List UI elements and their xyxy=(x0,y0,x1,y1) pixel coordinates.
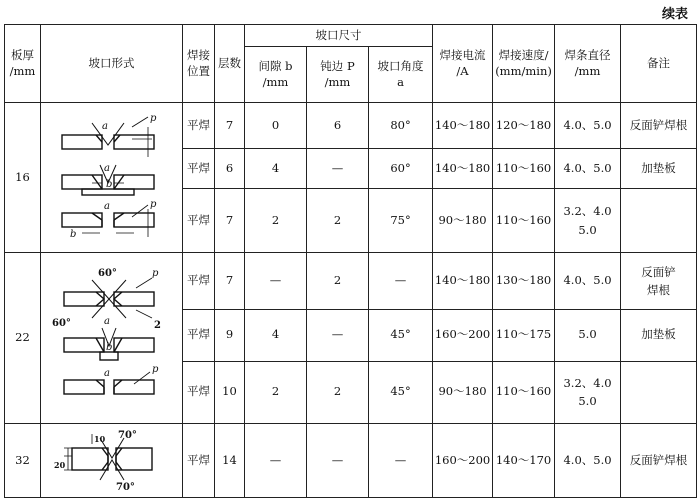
header-groove-dims: 坡口尺寸 xyxy=(245,25,433,47)
position-cell: 平焊 xyxy=(183,309,215,361)
label-20: 20 xyxy=(53,460,65,471)
blunt-cell: 6 xyxy=(307,103,369,149)
gap-cell: 4 xyxy=(245,149,307,189)
angle-cell: — xyxy=(369,423,433,497)
header-current: 焊接电流 /A xyxy=(433,25,493,103)
label-alpha: a xyxy=(103,368,110,380)
current-cell: 160～200 xyxy=(433,309,493,361)
groove-diagram-16 xyxy=(41,103,183,253)
remark-cell: 反面铲焊根 xyxy=(621,103,697,149)
header-blunt: 钝边 P /mm xyxy=(307,47,369,103)
diameter-cell: 5.0 xyxy=(555,309,621,361)
label-alpha: a xyxy=(103,162,110,174)
current-cell: 140～180 xyxy=(433,149,493,189)
blunt-cell: — xyxy=(307,149,369,189)
diameter-cell: 3.2、4.0 5.0 xyxy=(555,361,621,423)
table-row xyxy=(5,103,697,149)
groove-drawing-22 xyxy=(52,258,172,418)
layers-cell: 10 xyxy=(215,361,245,423)
label-b: b xyxy=(69,228,76,240)
header-diameter: 焊条直径 /mm xyxy=(555,25,621,103)
label-2: 2 xyxy=(153,320,161,332)
table-row xyxy=(5,423,697,497)
speed-cell: 110～160 xyxy=(493,149,555,189)
header-thickness: 板厚 /mm xyxy=(5,25,41,103)
angle-cell: 75° xyxy=(369,189,433,253)
label-alpha: a xyxy=(101,120,108,132)
layers-cell: 9 xyxy=(215,309,245,361)
diameter-cell: 4.0、5.0 xyxy=(555,253,621,309)
speed-cell: 110～175 xyxy=(493,309,555,361)
diameter-cell: 3.2、4.0 5.0 xyxy=(555,189,621,253)
blunt-cell: — xyxy=(307,309,369,361)
header-position: 焊接 位置 xyxy=(183,25,215,103)
header-angle: 坡口角度 a xyxy=(369,47,433,103)
gap-cell: — xyxy=(245,423,307,497)
speed-cell: 130～180 xyxy=(493,253,555,309)
layers-cell: 7 xyxy=(215,189,245,253)
label-p: p xyxy=(151,268,158,280)
blunt-cell: — xyxy=(307,423,369,497)
table-row xyxy=(5,253,697,309)
gap-cell: — xyxy=(245,253,307,309)
label-p: p xyxy=(149,112,156,124)
remark-cell: 反面铲 焊根 xyxy=(621,253,697,309)
current-cell: 140～180 xyxy=(433,103,493,149)
thickness-cell: 16 xyxy=(5,103,41,253)
angle-cell: 45° xyxy=(369,361,433,423)
gap-cell: 0 xyxy=(245,103,307,149)
header-speed: 焊接速度/ (mm/min) xyxy=(493,25,555,103)
gap-cell: 2 xyxy=(245,189,307,253)
angle-cell: — xyxy=(369,253,433,309)
label-70: 70° xyxy=(115,482,135,493)
current-cell: 90～180 xyxy=(433,361,493,423)
header-gap: 间隙 b /mm xyxy=(245,47,307,103)
thickness-cell: 32 xyxy=(5,423,41,497)
layers-cell: 7 xyxy=(215,103,245,149)
label-alpha: a xyxy=(103,316,110,328)
diameter-cell: 4.0、5.0 xyxy=(555,149,621,189)
speed-cell: 140～170 xyxy=(493,423,555,497)
diameter-cell: 4.0、5.0 xyxy=(555,103,621,149)
layers-cell: 6 xyxy=(215,149,245,189)
header-groove-form: 坡口形式 xyxy=(41,25,183,103)
speed-cell: 110～160 xyxy=(493,361,555,423)
angle-cell: 60° xyxy=(369,149,433,189)
label-60: 60° xyxy=(97,268,117,280)
remark-cell: 加垫板 xyxy=(621,149,697,189)
remark-cell xyxy=(621,189,697,253)
groove-diagram-22 xyxy=(41,253,183,423)
position-cell: 平焊 xyxy=(183,149,215,189)
groove-drawing-16 xyxy=(52,113,172,243)
label-p: p xyxy=(151,364,158,376)
remark-cell xyxy=(621,361,697,423)
label-10: 10 xyxy=(93,434,105,445)
position-cell: 平焊 xyxy=(183,361,215,423)
label-b: b xyxy=(105,178,112,190)
remark-cell: 加垫板 xyxy=(621,309,697,361)
label-70: 70° xyxy=(117,430,137,442)
speed-cell: 110～160 xyxy=(493,189,555,253)
thickness-cell: 22 xyxy=(5,253,41,423)
label-b: b xyxy=(105,342,112,354)
blunt-cell: 2 xyxy=(307,253,369,309)
angle-cell: 45° xyxy=(369,309,433,361)
welding-parameter-table xyxy=(4,24,697,498)
label-60: 60° xyxy=(51,318,71,330)
current-cell: 160～200 xyxy=(433,423,493,497)
position-cell: 平焊 xyxy=(183,253,215,309)
label-alpha: a xyxy=(103,200,110,212)
current-cell: 140～180 xyxy=(433,253,493,309)
remark-cell: 反面铲焊根 xyxy=(621,423,697,497)
groove-diagram-32 xyxy=(41,423,183,497)
layers-cell: 7 xyxy=(215,253,245,309)
header-layers: 层数 xyxy=(215,25,245,103)
gap-cell: 2 xyxy=(245,361,307,423)
speed-cell: 120～180 xyxy=(493,103,555,149)
position-cell: 平焊 xyxy=(183,103,215,149)
blunt-cell: 2 xyxy=(307,361,369,423)
label-p: p xyxy=(149,198,156,210)
groove-drawing-32 xyxy=(52,428,172,492)
continued-label: 续表 xyxy=(661,7,688,22)
position-cell: 平焊 xyxy=(183,423,215,497)
layers-cell: 14 xyxy=(215,423,245,497)
header-remark: 备注 xyxy=(621,25,697,103)
angle-cell: 80° xyxy=(369,103,433,149)
gap-cell: 4 xyxy=(245,309,307,361)
blunt-cell: 2 xyxy=(307,189,369,253)
position-cell: 平焊 xyxy=(183,189,215,253)
diameter-cell: 4.0、5.0 xyxy=(555,423,621,497)
current-cell: 90～180 xyxy=(433,189,493,253)
